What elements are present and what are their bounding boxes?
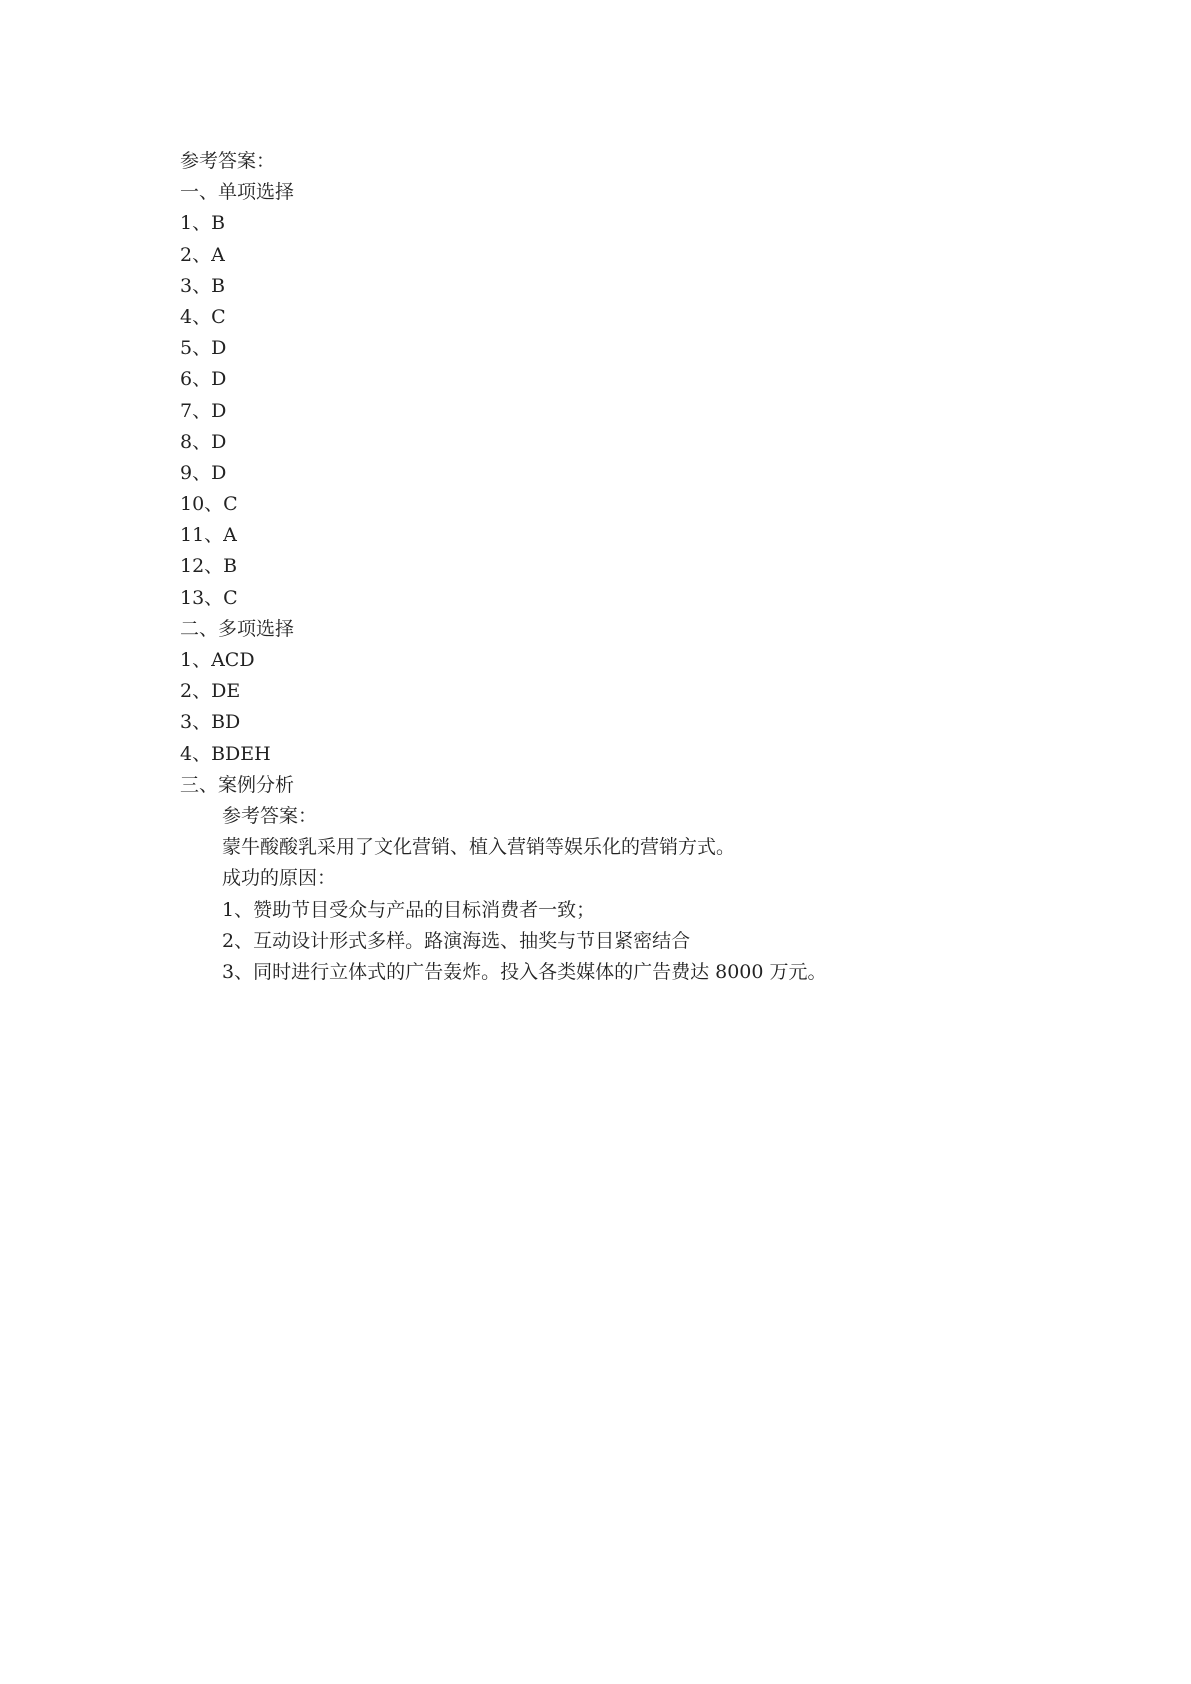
single-choice-answer: 9、D [180, 461, 227, 484]
single-choice-answer: 2、A [180, 243, 225, 266]
single-choice-answer: 10、C [180, 493, 238, 516]
section-single-choice-title: 一、单项选择 [180, 181, 295, 204]
case-analysis-reason: 1、赞助节目受众与产品的目标消费者一致； [222, 898, 596, 921]
single-choice-answer: 11、A [180, 524, 237, 547]
multiple-choice-answer: 2、DE [180, 680, 241, 703]
multiple-choice-answer: 4、BDEH [180, 742, 271, 765]
single-choice-answer: 12、B [180, 555, 238, 578]
section-case-analysis-title: 三、案例分析 [180, 773, 295, 796]
case-analysis-subheading: 成功的原因： [222, 867, 337, 890]
single-choice-answer: 7、D [180, 399, 227, 422]
section-multiple-choice-title: 二、多项选择 [180, 617, 295, 640]
case-analysis-body [180, 801, 1020, 988]
single-choice-answer: 3、B [180, 274, 226, 297]
case-analysis-reason: 3、同时进行立体式的广告轰炸。投入各类媒体的广告费达 8000 万元。 [222, 960, 827, 983]
multiple-choice-answer: 1、ACD [180, 649, 255, 671]
single-choice-answer: 5、D [180, 337, 227, 360]
single-choice-answer-list [180, 208, 1020, 613]
case-analysis-paragraph: 蒙牛酸酸乳采用了文化营销、植入营销等娱乐化的营销方式。 [222, 836, 736, 859]
multiple-choice-answer-list [180, 645, 1020, 770]
multiple-choice-answer: 3、BD [180, 711, 241, 734]
single-choice-answer: 13、C [180, 586, 238, 609]
single-choice-answer: 1、B [180, 212, 226, 235]
single-choice-answer: 8、D [180, 430, 227, 453]
case-analysis-reason: 2、互动设计形式多样。路演海选、抽奖与节目紧密结合 [222, 929, 691, 952]
single-choice-answer: 6、D [180, 368, 227, 391]
answer-key-heading: 参考答案： [180, 150, 276, 172]
answer-key-content [180, 146, 1020, 988]
case-analysis-subheading: 参考答案： [222, 804, 318, 827]
single-choice-answer: 4、C [180, 305, 226, 328]
